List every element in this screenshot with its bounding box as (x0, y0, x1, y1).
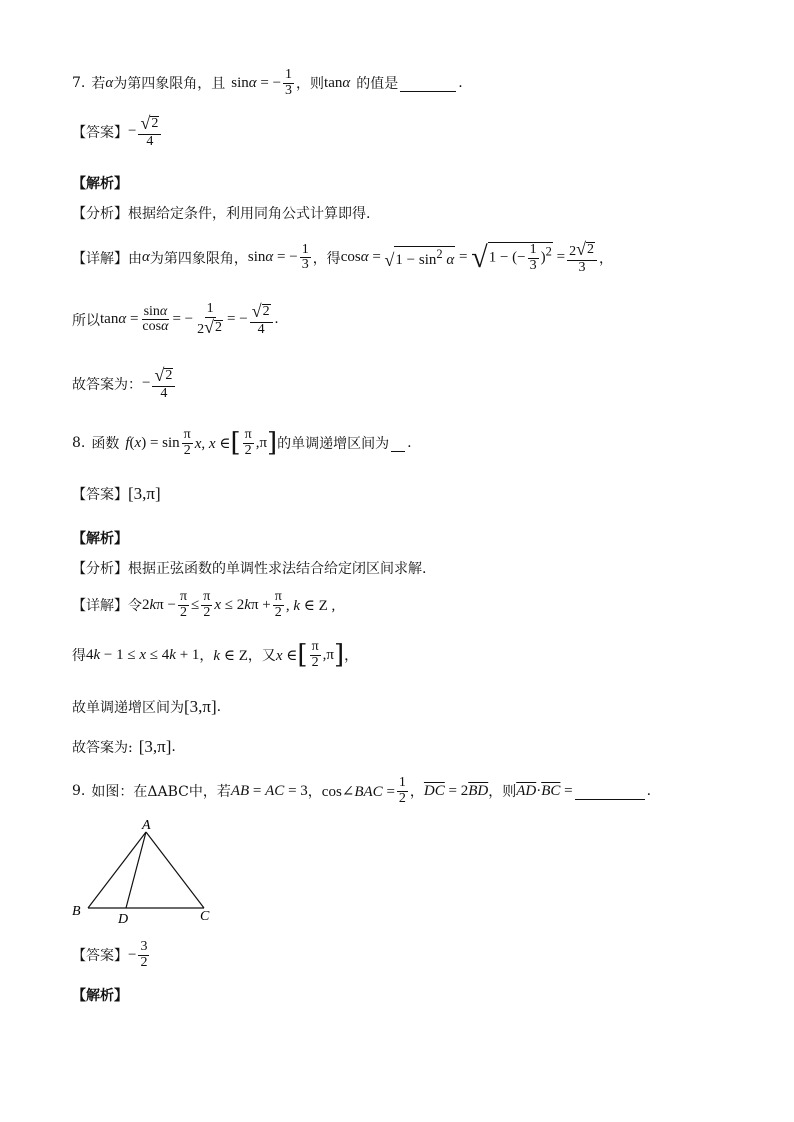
label-a: A (142, 818, 151, 833)
q9-answer: 【答案】 − $\frac{3}{2}$ (72, 939, 148, 970)
q8-gu2: 故答案为: [3,π] . (72, 737, 176, 756)
q7-fenxi: 【分析】 根据给定条件，利用同角公式计算即得. (72, 206, 371, 222)
q7-blank (400, 75, 456, 92)
label-c: C (200, 909, 210, 924)
q7-final: 故答案为： − √ 2 4 (72, 366, 177, 401)
q8-blank (391, 435, 405, 452)
q8-de: 得 4k − 1 ≤ x ≤ 4k + 1 ， k ∈ Z ，又 x ∈ [ $\frac{\pi}{2}$ ,π ] ， (72, 639, 359, 671)
side-ac (146, 832, 204, 908)
q8-stem: 8. 函数 f(x) = sin $\frac{\pi}{2}$ x, x ∈ [ $\frac{\pi}{2}$ ,π ] 的单调递增区间为 . (72, 427, 412, 459)
q7-analysis-label: 【解析】 (72, 176, 128, 192)
q7-suoyi: 所以 tanα = $\frac{\sin\alpha}{\cos\alpha}$ = − 1 2 √ 2 = − √ 2 4 . (72, 301, 279, 337)
q9-blank (575, 783, 645, 800)
q8-answer: 【答案】 [3,π] (72, 484, 161, 503)
side-ab (88, 832, 146, 908)
q7-stem: 7. 若 α 为第四象限角，且 sinα = − $\frac{1}{3}$ ，则 tanα 的值是 . (72, 67, 463, 98)
q8-fenxi: 【分析】 根据正弦函数的单调性求法结合给定闭区间求解. (72, 561, 427, 577)
q8-detail: 【详解】 令 2kπ − $\frac{\pi}{2}$ ≤ $\frac{\pi}{2}$ x ≤ 2kπ + $\frac{\pi}{2}$ , k ∈ Z , (72, 589, 336, 620)
q9-stem: 9. 如图：在ΔABC中，若 AB = AC = 3 ， cos∠BAC = $\frac{1}{2}$ ， $\overline{DC}$ = 2 $\overline{BD}$ ，则 $\overline{AD}$ · $\overline{BC}$ = . (72, 775, 652, 806)
segment-ad (126, 832, 146, 908)
label-d: D (118, 912, 129, 926)
q7-detail: 【详解】 由 α 为第四象限角， sinα = − $\frac{1}{3}$ ，得 cosα = √ $1 - \sin^2 \alpha$ = √ 1 − (− $\frac{1}{3}$ )$^2$ = 2 √ 2 3 ， (72, 239, 613, 275)
q8-gu1: 故单调递增区间为 [3,π] . (72, 697, 222, 716)
q7-answer: 【答案】 − √ 2 4 (72, 114, 163, 149)
label-b: B (72, 904, 81, 919)
q8-analysis-label: 【解析】 (72, 531, 128, 547)
triangle-figure (68, 814, 228, 926)
q9-analysis-label: 【解析】 (72, 988, 128, 1004)
